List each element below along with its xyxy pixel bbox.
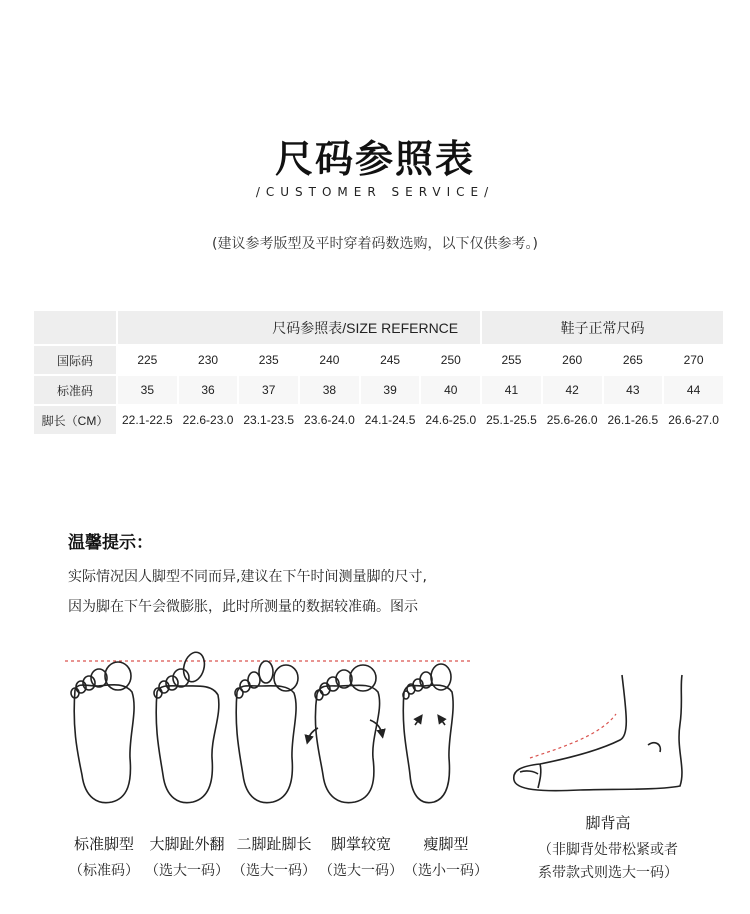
table-cell: 230 [178, 345, 239, 375]
foot-type-advice: （标准码） [69, 863, 139, 879]
table-cell: 41 [481, 375, 542, 405]
tips-title: 温馨提示： [68, 533, 153, 553]
standard-foot-icon [71, 662, 134, 803]
row-label: 国际码 [33, 345, 117, 375]
foot-caption-bunion [137, 833, 237, 880]
table-cell: 37 [238, 375, 299, 405]
foot-type-advice: （选大一码） [232, 863, 316, 879]
table-cell: 40 [420, 375, 481, 405]
tips-line-1: 实际情况因人脚型不同而异,建议在下午时间测量脚的尺寸, [68, 569, 427, 585]
table-cell: 42 [542, 375, 603, 405]
table-cell: 240 [299, 345, 360, 375]
table-cell: 270 [663, 345, 724, 375]
foot-type-advice: （选小一码） [404, 863, 488, 879]
table-cell: 260 [542, 345, 603, 375]
instep-guide-line [530, 714, 616, 758]
table-heading: 尺码参照表/SIZE REFERNCE [117, 310, 481, 345]
table-cell: 38 [299, 375, 360, 405]
foot-caption-high-instep [518, 812, 698, 882]
foot-type-advice: （非脚背处带松紧或者 [538, 842, 678, 858]
table-cell: 26.6-27.0 [663, 405, 724, 435]
table-cell: 26.1-26.5 [603, 405, 664, 435]
table-header-row [33, 310, 724, 345]
table-cell: 25.1-25.5 [481, 405, 542, 435]
table-cell: 35 [117, 375, 178, 405]
foot-type-advice: （选大一码） [145, 863, 229, 879]
foot-type-name: 大脚趾外翻 [149, 835, 225, 853]
table-cell: 24.1-24.5 [360, 405, 421, 435]
foot-type-name: 脚掌较宽 [330, 835, 391, 853]
table-cell: 43 [603, 375, 664, 405]
table-heading-right: 鞋子正常尺码 [481, 310, 724, 345]
tips-line-2: 因为脚在下午会微膨胀，此时所测量的数据较准确。图示 [68, 599, 418, 615]
table-cell: 265 [603, 345, 664, 375]
slim-foot-icon [403, 664, 453, 803]
row-label: 脚长（CM） [33, 405, 117, 435]
foot-type-name: 瘦脚型 [423, 835, 469, 853]
table-cell: 225 [117, 345, 178, 375]
table-cell: 23.1-23.5 [238, 405, 299, 435]
foot-type-advice: 系带款式则选大一码） [538, 865, 678, 881]
table-cell: 255 [481, 345, 542, 375]
table-cell: 245 [360, 345, 421, 375]
foot-type-name: 标准脚型 [73, 835, 134, 853]
table-row [33, 405, 724, 435]
bunion-foot-icon [154, 650, 219, 803]
size-table [32, 309, 725, 436]
table-cell: 235 [238, 345, 299, 375]
table-cell: 22.1-22.5 [117, 405, 178, 435]
purchase-note: (建议参考版型及平时穿着码数选购，以下仅供参考。) [212, 236, 538, 252]
table-row [33, 375, 724, 405]
table-cell: 25.6-26.0 [542, 405, 603, 435]
table-cell: 39 [360, 375, 421, 405]
foot-type-name: 脚背高 [585, 814, 631, 832]
table-row [33, 345, 724, 375]
table-cell: 23.6-24.0 [299, 405, 360, 435]
high-instep-foot-icon [514, 675, 682, 791]
table-cell: 22.6-23.0 [178, 405, 239, 435]
row-label: 标准码 [33, 375, 117, 405]
foot-caption-slim [396, 833, 496, 880]
wide-foot-icon [308, 665, 382, 803]
table-cell: 24.6-25.0 [420, 405, 481, 435]
foot-type-name: 二脚趾脚长 [236, 835, 312, 853]
long-second-toe-foot-icon [235, 661, 298, 803]
foot-type-illustrations [0, 640, 750, 825]
page-title: 尺码参照表 [274, 137, 475, 181]
foot-type-advice: （选大一码） [319, 863, 403, 879]
table-cell: 36 [178, 375, 239, 405]
table-cell: 44 [663, 375, 724, 405]
foot-caption-second-toe [224, 833, 324, 880]
page-subtitle: /CUSTOMER SERVICE/ [255, 185, 495, 199]
table-cell: 250 [420, 345, 481, 375]
